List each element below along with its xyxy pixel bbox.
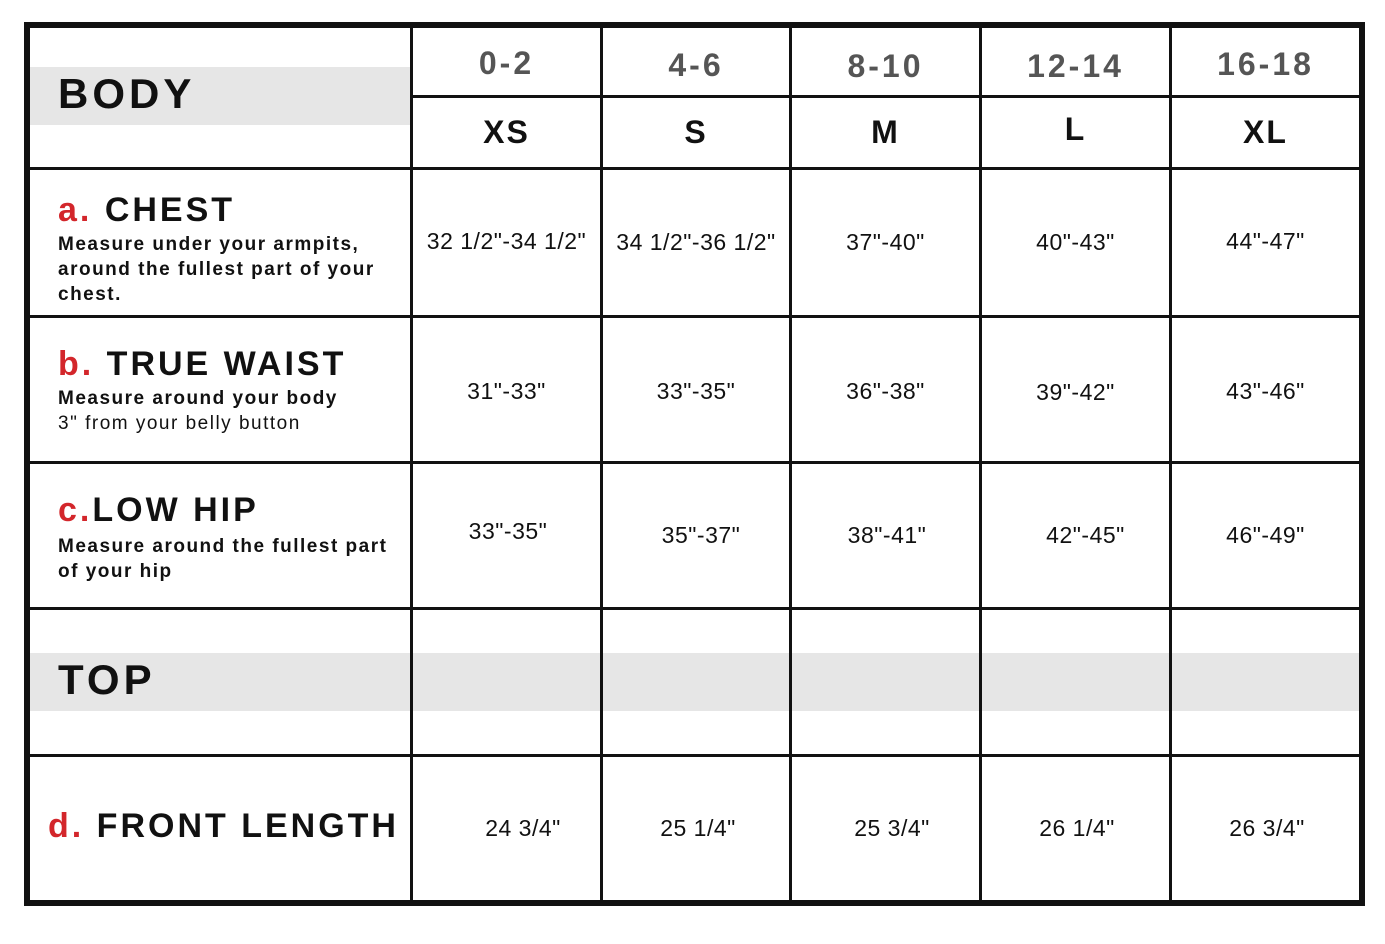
top-section-title: TOP [58,656,156,703]
chest-value: 44"-47" [1226,227,1305,254]
waist-value: 36"-38" [846,377,925,404]
chest-label [58,190,418,307]
front-length-value: 25 1/4" [660,814,736,841]
size-range-header: 4-6 [668,46,724,83]
hip-value: 33"-35" [468,517,548,544]
chest-description: Measure under your armpits, around the fullest part of your chest. [58,234,375,305]
front-length-value: 24 3/4" [485,814,561,841]
size-range-header: 0-2 [478,44,535,81]
hip-value: 35"-37" [661,521,741,548]
front-length-value: 25 3/4" [854,814,930,841]
size-header: L [1064,110,1087,147]
waist-label [58,344,418,436]
measure-name: TRUE WAIST [106,345,347,383]
size-header: M [871,114,900,150]
waist-value: 39"-42" [1036,378,1115,405]
size-header: XL [1243,114,1288,150]
size-range-header: 8-10 [847,47,924,84]
front-length-value: 26 3/4" [1229,814,1305,841]
waist-value: 43"-46" [1226,377,1305,404]
hip-value: 42"-45" [1046,521,1125,548]
waist-value: 33"-35" [656,377,736,404]
measure-letter: d. [48,807,85,845]
size-range-header: 12-14 [1027,47,1124,84]
waist-value: 31"-33" [467,377,546,404]
front-length-label [48,806,408,846]
hip-label [58,490,418,584]
measure-letter: c. [58,491,93,529]
chest-value: 34 1/2"-36 1/2" [616,229,776,255]
measure-name: LOW HIP [92,491,259,529]
measure-letter: a. [58,191,93,229]
grid-line-row-4 [30,607,1359,610]
chest-value: 40"-43" [1036,229,1115,255]
hip-value: 46"-49" [1226,521,1305,548]
waist-description: Measure around your body [58,388,338,409]
chest-value: 37"-40" [846,229,925,255]
waist-description-extra: 3" from your belly button [58,413,301,434]
measure-name: CHEST [104,191,236,229]
size-range-header: 16-18 [1217,45,1314,82]
size-header: S [684,114,708,150]
front-length-value: 26 1/4" [1039,814,1115,841]
hip-description: Measure around the fullest part of your hip [58,536,388,582]
body-section-title: BODY [58,70,196,117]
top-header-band [30,653,1359,711]
hip-value: 38"-41" [847,521,927,548]
chest-value: 32 1/2"-34 1/2" [426,227,587,254]
measure-name: FRONT LENGTH [96,807,399,845]
size-header: XS [483,114,530,150]
measure-letter: b. [58,345,95,383]
